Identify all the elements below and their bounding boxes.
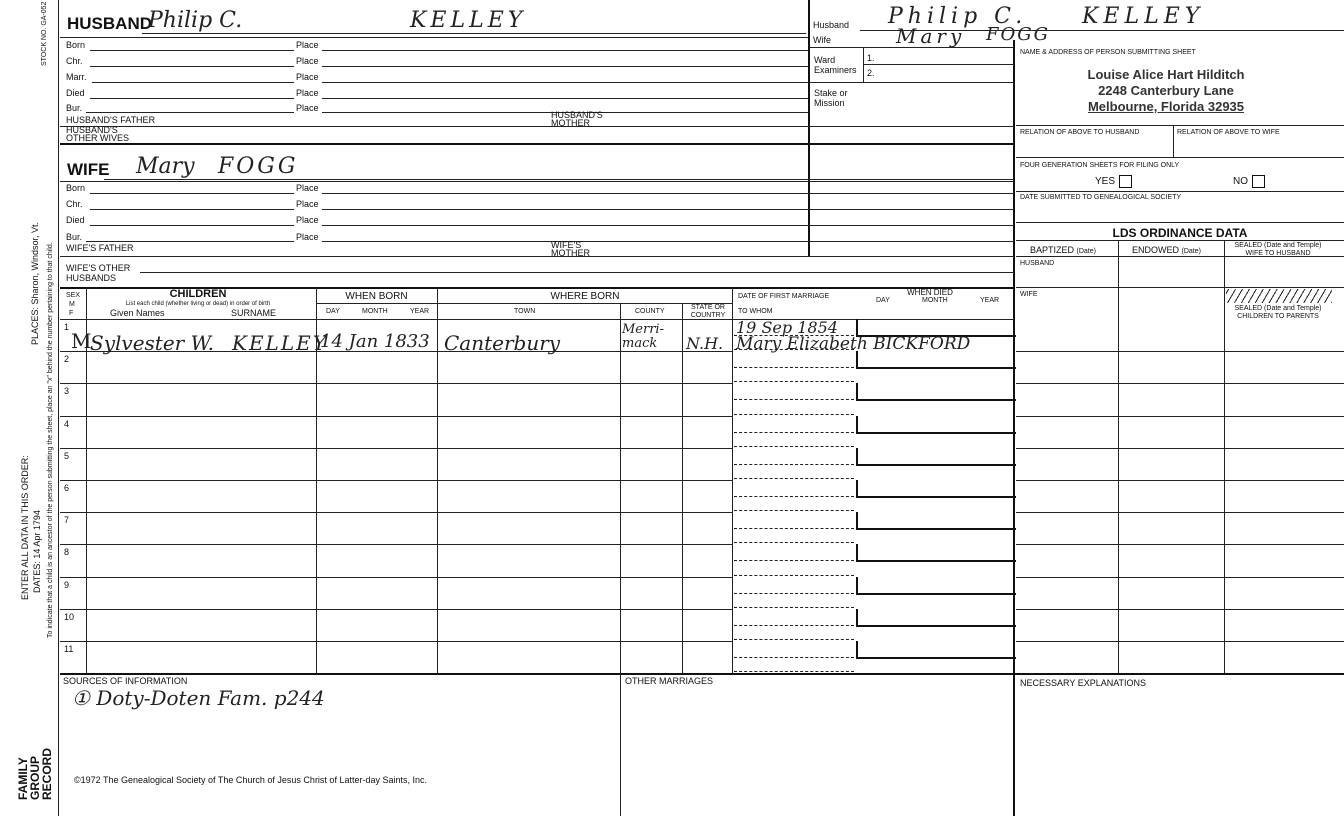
record-title-line: GROUP [28,755,42,800]
wife-chr-line [90,209,294,210]
husband-section-end [60,143,1014,145]
yes-label: YES [1095,176,1116,188]
death-date-box[interactable] [856,480,1016,498]
husband-name-line [142,33,806,34]
marriage-dashed-line [734,446,854,447]
submitter-label: NAME & ADDRESS OF PERSON SUBMITTING SHEET [1020,49,1196,56]
marriage-dashed-line [734,432,854,433]
marriage-dashed-line [734,542,854,543]
child1-given: Sylvester W. [90,331,215,355]
wife-mother-label-line: WIFE'S [551,240,582,250]
lds-child-line [1016,641,1344,642]
ancestor-note: To indicate that a child is an ancestor of the person submitting the sheet, place an "x" behind the number pertaining to that child. [47,242,54,638]
wife-mother-label-line: MOTHER [551,248,590,258]
date-submitted-line [1016,222,1344,223]
wife-died-place-label: Place [296,215,319,225]
wife-bur-line [86,241,294,242]
stock-number: STOCK NO. GA-052 [41,1,48,66]
lds-child-line [1016,448,1344,449]
child1-surname: KELLEY [232,331,328,355]
wife-died-line [90,225,294,226]
marriage-dashed-line [734,464,854,465]
sealed-children-line: CHILDREN TO PARENTS [1237,313,1319,320]
main-divider [808,0,810,256]
born-year-header: YEAR [410,308,430,315]
child1-sex: M [71,329,92,353]
died-month-header: MONTH [922,297,948,304]
stake-label-line: Mission [814,98,845,108]
child-row-number: 10 [64,612,75,622]
date-submitted-label: DATE SUBMITTED TO GENEALOGICAL SOCIETY [1020,194,1182,201]
submitter-name: Louise Alice Hart Hilditch [1087,67,1245,82]
submitter-street: 2248 Canterbury Lane [1098,83,1234,98]
relation-husband-label: RELATION OF ABOVE TO HUSBAND [1020,129,1140,136]
marriage-dashed-line [734,528,854,529]
sources-label: SOURCES OF INFORMATION [63,676,188,686]
husband-died-place-label: Place [296,88,319,98]
baptized-label: BAPTIZED [1030,245,1075,255]
enter-data-heading: ENTER ALL DATA IN THIS ORDER: [20,455,30,600]
child1-spouse: Mary Elizabeth BICKFORD [736,334,971,354]
sex-header-line: SEX [66,292,81,299]
husband-mother-label-line: HUSBAND'S [551,110,603,120]
husband-chr-label: Chr. [66,56,83,66]
relation-wife-label: RELATION OF ABOVE TO WIFE [1177,129,1280,136]
husband-born-place-label: Place [296,40,319,50]
wife-bur-label: Bur. [66,232,83,242]
lds-husband-row: HUSBAND [1020,260,1055,267]
yes-checkbox[interactable] [1119,175,1132,188]
child-row-number: 3 [64,386,70,396]
examiner-mid-line [863,64,1014,65]
where-born-header: WHERE BORN [550,291,620,302]
given-names-header: Given Names [110,308,165,318]
wife-died-place-line [322,225,1014,226]
child-row-number: 4 [64,419,70,429]
record-title-line: RECORD [40,747,54,800]
child1-county-line: Merri- [622,322,664,337]
husband-bur-label: Bur. [66,103,83,113]
death-date-box[interactable] [856,416,1016,434]
marriage-dashed-line [734,381,854,382]
left-margin-rule [58,0,59,816]
death-date-box[interactable] [856,512,1016,530]
col-county [620,303,621,673]
lds-husband-line [1016,287,1344,288]
lds-endowed-header [1132,245,1201,256]
husband-marr-label: Marr. [66,72,87,82]
marriage-dashed-line [734,593,854,594]
first-marriage-header: DATE OF FIRST MARRIAGE [738,293,830,300]
husband-other-wives-line: OTHER WIVES [66,133,130,143]
death-date-box[interactable] [856,641,1016,659]
wife-mother-label [551,241,590,257]
lds-title: LDS ORDINANCE DATA [1112,226,1248,240]
died-day-header: DAY [876,297,890,304]
husband-parents-line [60,126,1014,127]
baptized-date-label: (Date) [1076,248,1096,255]
stake-label-line: Stake or [814,88,848,98]
children-title: CHILDREN [169,288,227,300]
examiner-divider [863,48,864,82]
lds-child-line [1016,383,1344,384]
wife-other-husbands-line: WIFE'S OTHER [66,263,131,273]
child-row-line [60,448,732,449]
child-row-line [60,383,732,384]
born-day-header: DAY [326,308,340,315]
wife-died-label: Died [66,215,85,225]
other-marriages-divider [620,673,621,816]
husband-marr-line [92,82,294,83]
surname-header: SURNAME [231,308,277,318]
child1-state: N.H. [686,334,724,353]
relation-divider [1173,125,1174,157]
ward-bottom-line [810,82,1014,83]
lds-child-line [1016,512,1344,513]
marriage-dashed-line [734,657,854,658]
marriage-dashed-line [734,671,854,672]
lds-header-line [1016,256,1344,257]
wife-other-husbands-line [140,272,1014,273]
child-row-number: 2 [64,354,70,364]
husband-given-name: Philip C. [148,8,243,33]
child-row-line [60,480,732,481]
wife-born-line [90,193,294,194]
wife-chr-place-line [322,209,1014,210]
husband-died-label: Died [66,88,85,98]
child1-county-line: mack [622,336,658,351]
died-year-header: YEAR [980,297,1000,304]
wife-father-label: WIFE'S FATHER [66,243,134,253]
lds-child-line [1016,577,1344,578]
child-row-line [60,416,732,417]
stake-label [814,88,848,108]
no-checkbox[interactable] [1252,175,1265,188]
child-row-number: 9 [64,580,70,590]
wife-born-place-line [322,193,1014,194]
child-row-line [60,512,732,513]
margin-places: PLACES: Sharon, Windsor, Vt. [30,221,40,345]
husband-died-place-line [322,98,808,99]
death-date-box[interactable] [856,448,1016,466]
child-row-line [60,641,732,642]
marriage-dashed-line [734,607,854,608]
four-gen-no[interactable] [1233,175,1265,189]
marriage-dashed-line [734,575,854,576]
sources-entry: ① Doty-Doten Fam. p244 [72,686,325,710]
to-whom-header: TO WHOM [738,308,773,315]
ward-examiners-label [814,55,857,75]
header-husband-label: Husband [813,20,850,30]
record-title [17,748,53,800]
header-wife-surname: FOGG [986,24,1051,45]
husband-bur-line [86,112,294,113]
sex-header-line: F [69,310,74,317]
wife-row-rule [60,181,1014,182]
child-row-number: 11 [64,644,74,654]
lds-wife-row: WIFE [1020,291,1038,298]
sealed-wife-line: SEALED (Date and Temple) [1234,242,1322,249]
husband-born-place-line [322,50,808,51]
born-month-header: MONTH [362,308,388,315]
lds-child-line [1016,416,1344,417]
header-wife-line [810,47,1014,48]
no-label: NO [1233,176,1248,188]
marriage-dashed-line [734,399,854,400]
ward-label-line: Ward [814,55,836,65]
wife-surname: FOGG [218,154,299,179]
wife-born-label: Born [66,183,86,193]
marriage-dashed-line [734,367,854,368]
wife-other-husbands-label [66,263,130,283]
child1-town: Canterbury [444,331,561,355]
state-header-line: STATE OR [691,304,725,311]
wife-born-place-label: Place [296,183,319,193]
town-header: TOWN [514,308,536,315]
state-header-line: COUNTRY [690,312,726,319]
child-row-line [60,577,732,578]
endowed-date-label: (Date) [1181,248,1201,255]
endowed-label: ENDOWED [1132,245,1179,255]
husband-heading: HUSBAND [67,14,152,33]
husband-born-line [90,50,294,51]
copyright: ©1972 The Genealogical Society of The Church of Jesus Christ of Latter-day Saints, Inc. [74,775,427,785]
death-date-box[interactable] [856,609,1016,627]
husband-mother-label [551,111,603,127]
examiner-1: 1. [867,53,875,63]
husband-chr-place-line [322,66,808,67]
when-born-header: WHEN BORN [345,291,408,302]
header-wife-label: Wife [813,35,831,45]
husband-died-line [90,98,294,99]
child-row-number: 5 [64,451,70,461]
lds-child-line [1016,480,1344,481]
lds-child-line [1016,609,1344,610]
child-row-line [60,544,732,545]
submitter-city: Melbourne, Florida 32935 [1087,99,1245,114]
husband-born-label: Born [66,40,86,50]
lds-hatched-cell [1226,289,1332,303]
marriage-dashed-line [734,625,854,626]
husband-other-wives-label [66,126,129,142]
child-row-number: 7 [64,515,70,525]
husband-mother-label-line: MOTHER [551,118,590,128]
husband-chr-place-label: Place [296,56,319,66]
ward-label-line: Examiners [814,65,857,75]
col-marriage [732,287,733,673]
child1-marriage-date: 19 Sep 1854 [736,318,838,337]
child-row-number: 1 [64,322,70,332]
wife-parents-line [60,256,1014,257]
wife-given-name: Mary [136,154,195,179]
lds-baptized-header [1030,245,1096,256]
wife-heading: WIFE [67,160,110,179]
husband-row-rule [60,37,808,38]
husband-chr-line [90,66,294,67]
husband-marr-place-line [322,82,808,83]
lds-child-line [1016,351,1344,352]
child-row-number: 8 [64,547,70,557]
child1-born: 14 Jan 1833 [320,331,430,352]
where-born-subline [316,303,732,304]
state-header [684,304,732,320]
husband-bur-place-label: Place [296,103,319,113]
wife-other-husbands-line: HUSBANDS [66,273,117,283]
when-died-header: WHEN DIED [907,288,953,297]
sealed-children-line: SEALED (Date and Temple) [1234,305,1322,312]
col-state [682,303,683,673]
lds-child-line [1016,544,1344,545]
child-row-number: 6 [64,483,70,493]
record-title-line: FAMILY [16,757,30,800]
husband-marr-place-label: Place [296,72,319,82]
four-gen-label: FOUR GENERATION SHEETS FOR FILING ONLY [1020,162,1180,169]
marriage-dashed-line [734,414,854,415]
header-husband-value: Philip C. [888,4,1028,29]
lds-title-line [1016,240,1344,241]
header-husband-surname: KELLEY [1082,4,1205,29]
relation-bottom-line [1016,157,1344,158]
husband-other-wives-line: HUSBAND'S [66,125,118,135]
margin-dates: DATES: 14 Apr 1794 [32,510,42,593]
marriage-dashed-line [734,478,854,479]
marriage-dashed-line [734,560,854,561]
sealed-wife-line: WIFE TO HUSBAND [1245,250,1311,257]
sex-header-line: M [69,301,75,308]
marriage-dashed-line [734,496,854,497]
header-wife-value: Mary [896,24,966,48]
wife-bur-place-line [322,241,1014,242]
marriage-dashed-line [734,510,854,511]
county-header: COUNTY [635,308,665,315]
death-date-box[interactable] [856,544,1016,562]
husband-surname: KELLEY [410,8,527,33]
sex-header [66,291,80,318]
examiner-2: 2. [867,68,875,78]
lds-sealed-children-header [1228,305,1328,321]
wife-chr-place-label: Place [296,199,319,209]
children-bottom-line [60,673,1344,675]
wife-name-line [104,179,1014,180]
wife-bur-place-label: Place [296,232,319,242]
explanations-label: NECESSARY EXPLANATIONS [1020,678,1147,688]
child1-county [622,323,664,351]
children-subtitle: List each child (whether living or dead) in order of birth [125,301,271,307]
wife-chr-label: Chr. [66,199,83,209]
other-marriages-label: OTHER MARRIAGES [625,676,714,686]
husband-father-label: HUSBAND'S FATHER [66,115,156,125]
submitter-bottom-line [1016,125,1344,126]
death-date-box[interactable] [856,577,1016,595]
death-date-box[interactable] [856,383,1016,401]
child-row-line [60,609,732,610]
four-gen-yes[interactable] [1095,175,1132,189]
four-gen-bottom-line [1016,191,1344,192]
marriage-dashed-line [734,639,854,640]
